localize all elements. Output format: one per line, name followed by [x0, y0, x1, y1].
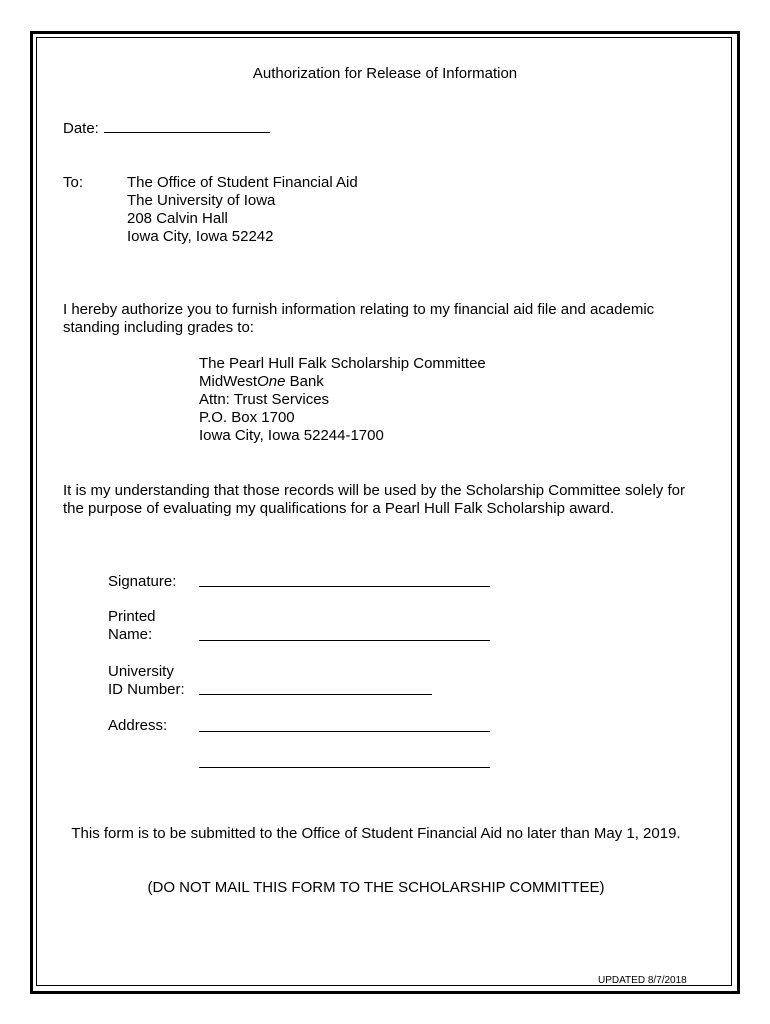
university-id-field[interactable]	[199, 694, 432, 695]
authorize-text: standing including grades to:	[63, 319, 254, 336]
university-id-label: ID Number:	[108, 681, 185, 698]
to-address-line: 208 Calvin Hall	[127, 210, 228, 227]
printed-name-field[interactable]	[199, 640, 490, 641]
authorize-text: I hereby authorize you to furnish information relating to my financial aid file and academic	[63, 301, 655, 318]
updated-date: UPDATED 8/7/2018	[598, 975, 687, 986]
date-label: Date:	[63, 120, 99, 137]
form-title: Authorization for Release of Information	[252, 65, 518, 82]
to-address-line: The University of Iowa	[127, 192, 276, 209]
address-label: Address:	[108, 717, 168, 734]
address-field-1[interactable]	[199, 731, 490, 732]
do-not-mail-notice: (DO NOT MAIL THIS FORM TO THE SCHOLARSHIP COMMITTEE)	[147, 879, 605, 896]
recipient-bank	[199, 373, 324, 391]
understanding-text: It is my understanding that those records will be used by the Scholarship Committee solely for	[63, 482, 685, 499]
recipient-line: Attn: Trust Services	[199, 391, 330, 408]
submit-notice: This form is to be submitted to the Office of Student Financial Aid no later than May 1, 2019.	[71, 825, 681, 842]
printed-name-label: Name:	[108, 626, 153, 643]
bank-italic: One	[257, 373, 286, 390]
signature-field[interactable]	[199, 586, 490, 587]
to-address-line: Iowa City, Iowa 52242	[127, 228, 274, 245]
recipient-line: Iowa City, Iowa 52244-1700	[199, 427, 384, 444]
bank-suffix: Bank	[285, 373, 324, 390]
to-label: To:	[63, 174, 84, 191]
address-field-2[interactable]	[199, 767, 490, 768]
recipient-line: The Pearl Hull Falk Scholarship Committee	[199, 355, 486, 372]
university-id-label: University	[108, 663, 174, 680]
recipient-line: P.O. Box 1700	[199, 409, 295, 426]
bank-prefix: MidWest	[199, 373, 258, 390]
date-field[interactable]	[104, 132, 270, 133]
understanding-text: the purpose of evaluating my qualifications for a Pearl Hull Falk Scholarship award.	[63, 500, 615, 517]
printed-name-label: Printed	[108, 608, 156, 625]
to-address-line: The Office of Student Financial Aid	[127, 174, 358, 191]
signature-label: Signature:	[108, 573, 177, 590]
